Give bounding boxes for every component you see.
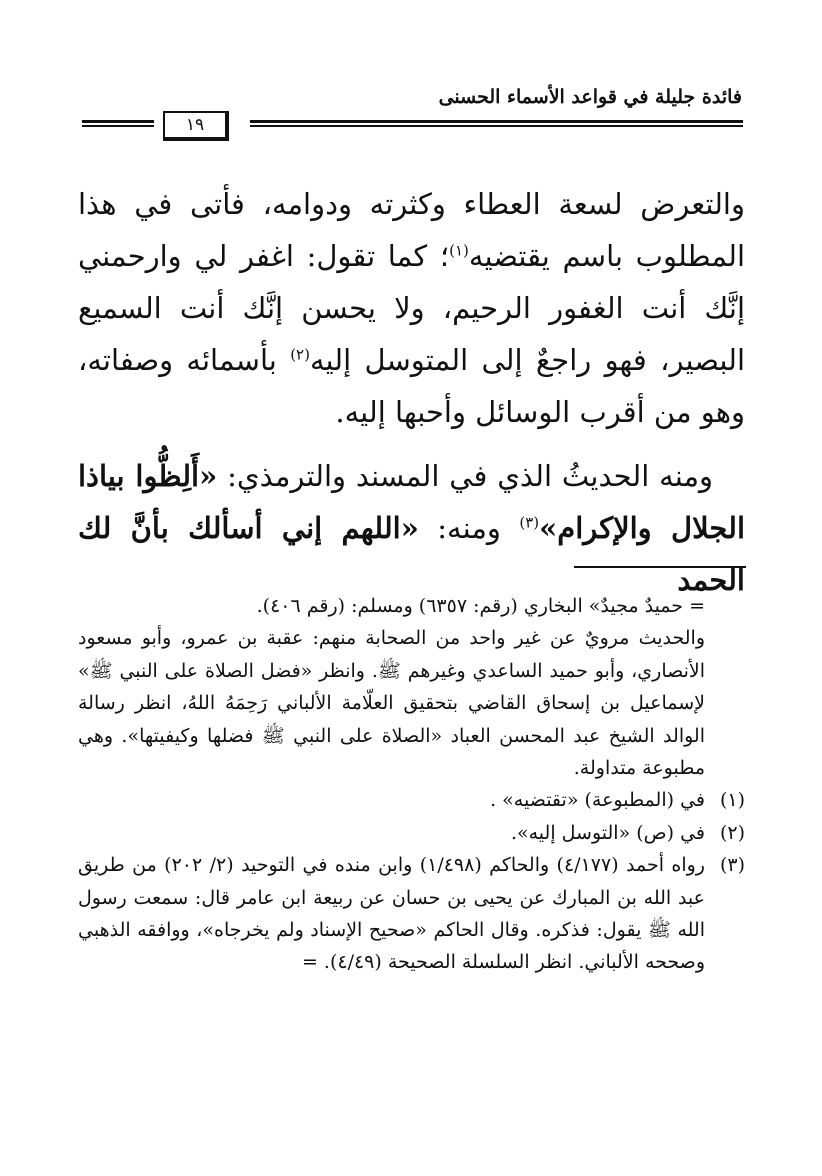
para1-text-a: والتعرض لسعة العطاء وكثرته ودوامه، فأتى في هذا المطلوب باسم يقتضيه <box>78 187 745 273</box>
footnote-mark: (٣) <box>719 854 745 877</box>
para1-text-b: ؛ كما تقول: اغفر لي وارحمني إنَّك أنت الغفور الرحيم، ولا يحسن إنَّك أنت السميع البصير، فهو راجعٌ إلى المتوسل إليه <box>78 239 745 377</box>
footnote-text: في (ص) «التوسل إليه». <box>510 821 705 844</box>
running-header-title: فائدة جليلة في قواعد الأسماء الحسنى <box>438 86 742 108</box>
para2-text-b: ومنه: <box>418 511 520 545</box>
header-double-rule-left <box>82 120 154 127</box>
hadith-quote-1: «أَلِظُّوا بياذا الجلال والإكرام» <box>78 459 745 545</box>
header-double-rule-right <box>250 120 743 127</box>
main-text <box>78 178 745 606</box>
hadith-quote-2: «اللهم إني أسألك بأنَّ لك الحمد <box>78 511 745 597</box>
footnote-3 <box>78 849 745 979</box>
page-number-box: ١٩ <box>163 111 229 141</box>
footnote-text: في (المطبوعة) «تقتضيه» . <box>490 789 705 812</box>
footnote-text: رواه أحمد (٤/١٧٧) والحاكم (١/٤٩٨) وابن منده في التوحيد (٢/ ٢٠٢) من طريق عبد الله بن المبارك عن يحيى بن حسان عن ربيعة ابن عامر قال: سمعت رسول الله ﷺ يقول: فذكره. وقال الحاكم «صحيح الإسناد ولم يخرجاه»، ووافقه الذهبي وصححه الألباني. انظر السلسلة الصحيحة (٤/٤٩). = <box>78 854 705 974</box>
footnote-1 <box>78 784 745 816</box>
footnote-continuation-line-2: والحديث مرويٌ عن غير واحد من الصحابة منهم: عقبة بن عمرو، وأبو مسعود الأنصاري، وأبو حميد الساعدي وغيرهم ﷺ. وانظر «فضل الصلاة على النبي ﷺ» لإسماعيل بن إسحاق القاضي بتحقيق العلّامة الألباني رَحِمَهُ اللهُ، انظر رسالة الوالد الشيخ عبد المحسن العباد «الصلاة على النبي ﷺ فضلها وكيفيتها». وهي مطبوعة متداولة. <box>78 627 705 780</box>
footnote-mark: (٢) <box>719 821 745 844</box>
footnote-separator <box>574 566 746 568</box>
footnote-continuation-line-1: = حميدٌ مجيدٌ» البخاري (رقم: ٦٣٥٧) ومسلم: (رقم ٤٠٦). <box>256 595 705 617</box>
footnote-2 <box>78 817 745 849</box>
para1-text-c: بأسمائه وصفاته، وهو من أقرب الوسائل وأحبها إليه. <box>78 343 745 429</box>
footnote-ref-3: (٣) <box>519 513 540 532</box>
footnote-ref-2: (٢) <box>290 345 310 364</box>
footnote-mark: (١) <box>719 789 745 812</box>
footnote-ref-1: (١) <box>449 241 469 260</box>
paragraph-1 <box>78 178 745 438</box>
footnotes <box>78 590 745 979</box>
paragraph-2 <box>78 450 745 606</box>
para2-text-a: ومنه الحديثُ الذي في المسند والترمذي: <box>217 459 713 493</box>
